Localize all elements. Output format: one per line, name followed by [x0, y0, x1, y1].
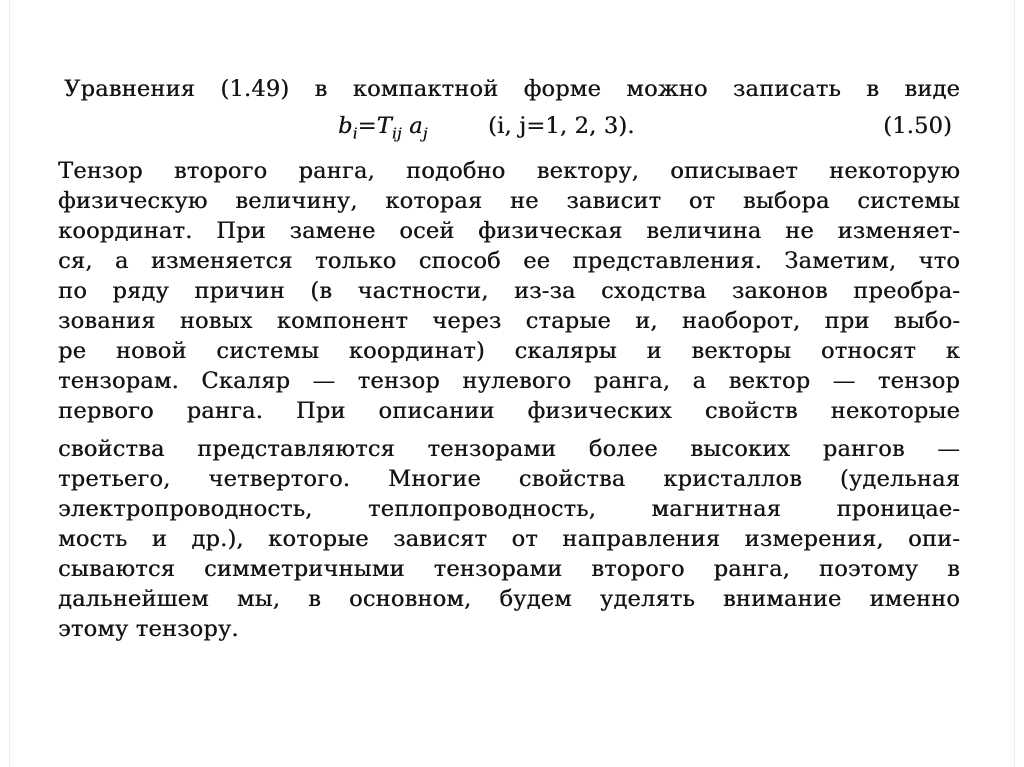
- equation-equals: =: [357, 113, 377, 139]
- paragraph-line: тензорам. Скаляр — тензор нулевого ранга, а вектор — тензор: [58, 368, 960, 394]
- paragraph-line: этому тензору.: [58, 616, 239, 642]
- paragraph-line: свойства представляются тензорами более высоких рангов —: [58, 436, 960, 462]
- left-border-line: [9, 0, 10, 767]
- equation-tensor-index: ij: [391, 124, 402, 143]
- paragraph-line: сываются симметричными тензорами второго ранга, поэтому в: [58, 556, 960, 582]
- equation-lhs-index: i: [352, 124, 358, 143]
- paragraph-line: Тензор второго ранга, подобно вектору, описывает некоторую: [58, 158, 960, 184]
- equation-lhs: b: [338, 113, 353, 139]
- equation-tensor: T: [376, 113, 392, 139]
- right-border-line: [1014, 0, 1015, 767]
- paragraph-line: третьего, четвертого. Многие свойства кристаллов (удельная: [58, 466, 960, 492]
- paragraph-line: по ряду причин (в частности, из-за сходства законов преобра-: [58, 278, 960, 304]
- paragraph-line: дальнейшем мы, в основном, будем уделять внимание именно: [58, 586, 960, 612]
- intro-line: Уравнения (1.49) в компактной форме можно записать в виде: [64, 76, 960, 102]
- equation-1-50: [58, 110, 960, 142]
- equation-rhs: a: [409, 113, 423, 139]
- paragraph-line: координат. При замене осей физическая величина не изменяет-: [58, 218, 960, 244]
- equation-number: (1.50): [883, 113, 952, 139]
- paragraph-line: зования новых компонент через старые и, наоборот, при выбо-: [58, 308, 960, 334]
- paragraph-line: электропроводность, теплопроводность, магнитная проницае-: [58, 496, 960, 522]
- paragraph-line: ре новой системы координат) скаляры и векторы относят к: [58, 338, 960, 364]
- paragraph-line: мость и др.), которые зависят от направления измерения, опи-: [58, 526, 960, 552]
- equation-indices: (i, j=1, 2, 3).: [488, 113, 635, 139]
- paragraph-line: первого ранга. При описании физических свойств некоторые: [58, 398, 960, 424]
- equation-formula: [338, 110, 428, 150]
- paragraph-line: физическую величину, которая не зависит от выбора системы: [58, 188, 960, 214]
- paragraph-line: ся, а изменяется только способ ее представления. Заметим, что: [58, 248, 960, 274]
- equation-rhs-index: j: [422, 124, 428, 143]
